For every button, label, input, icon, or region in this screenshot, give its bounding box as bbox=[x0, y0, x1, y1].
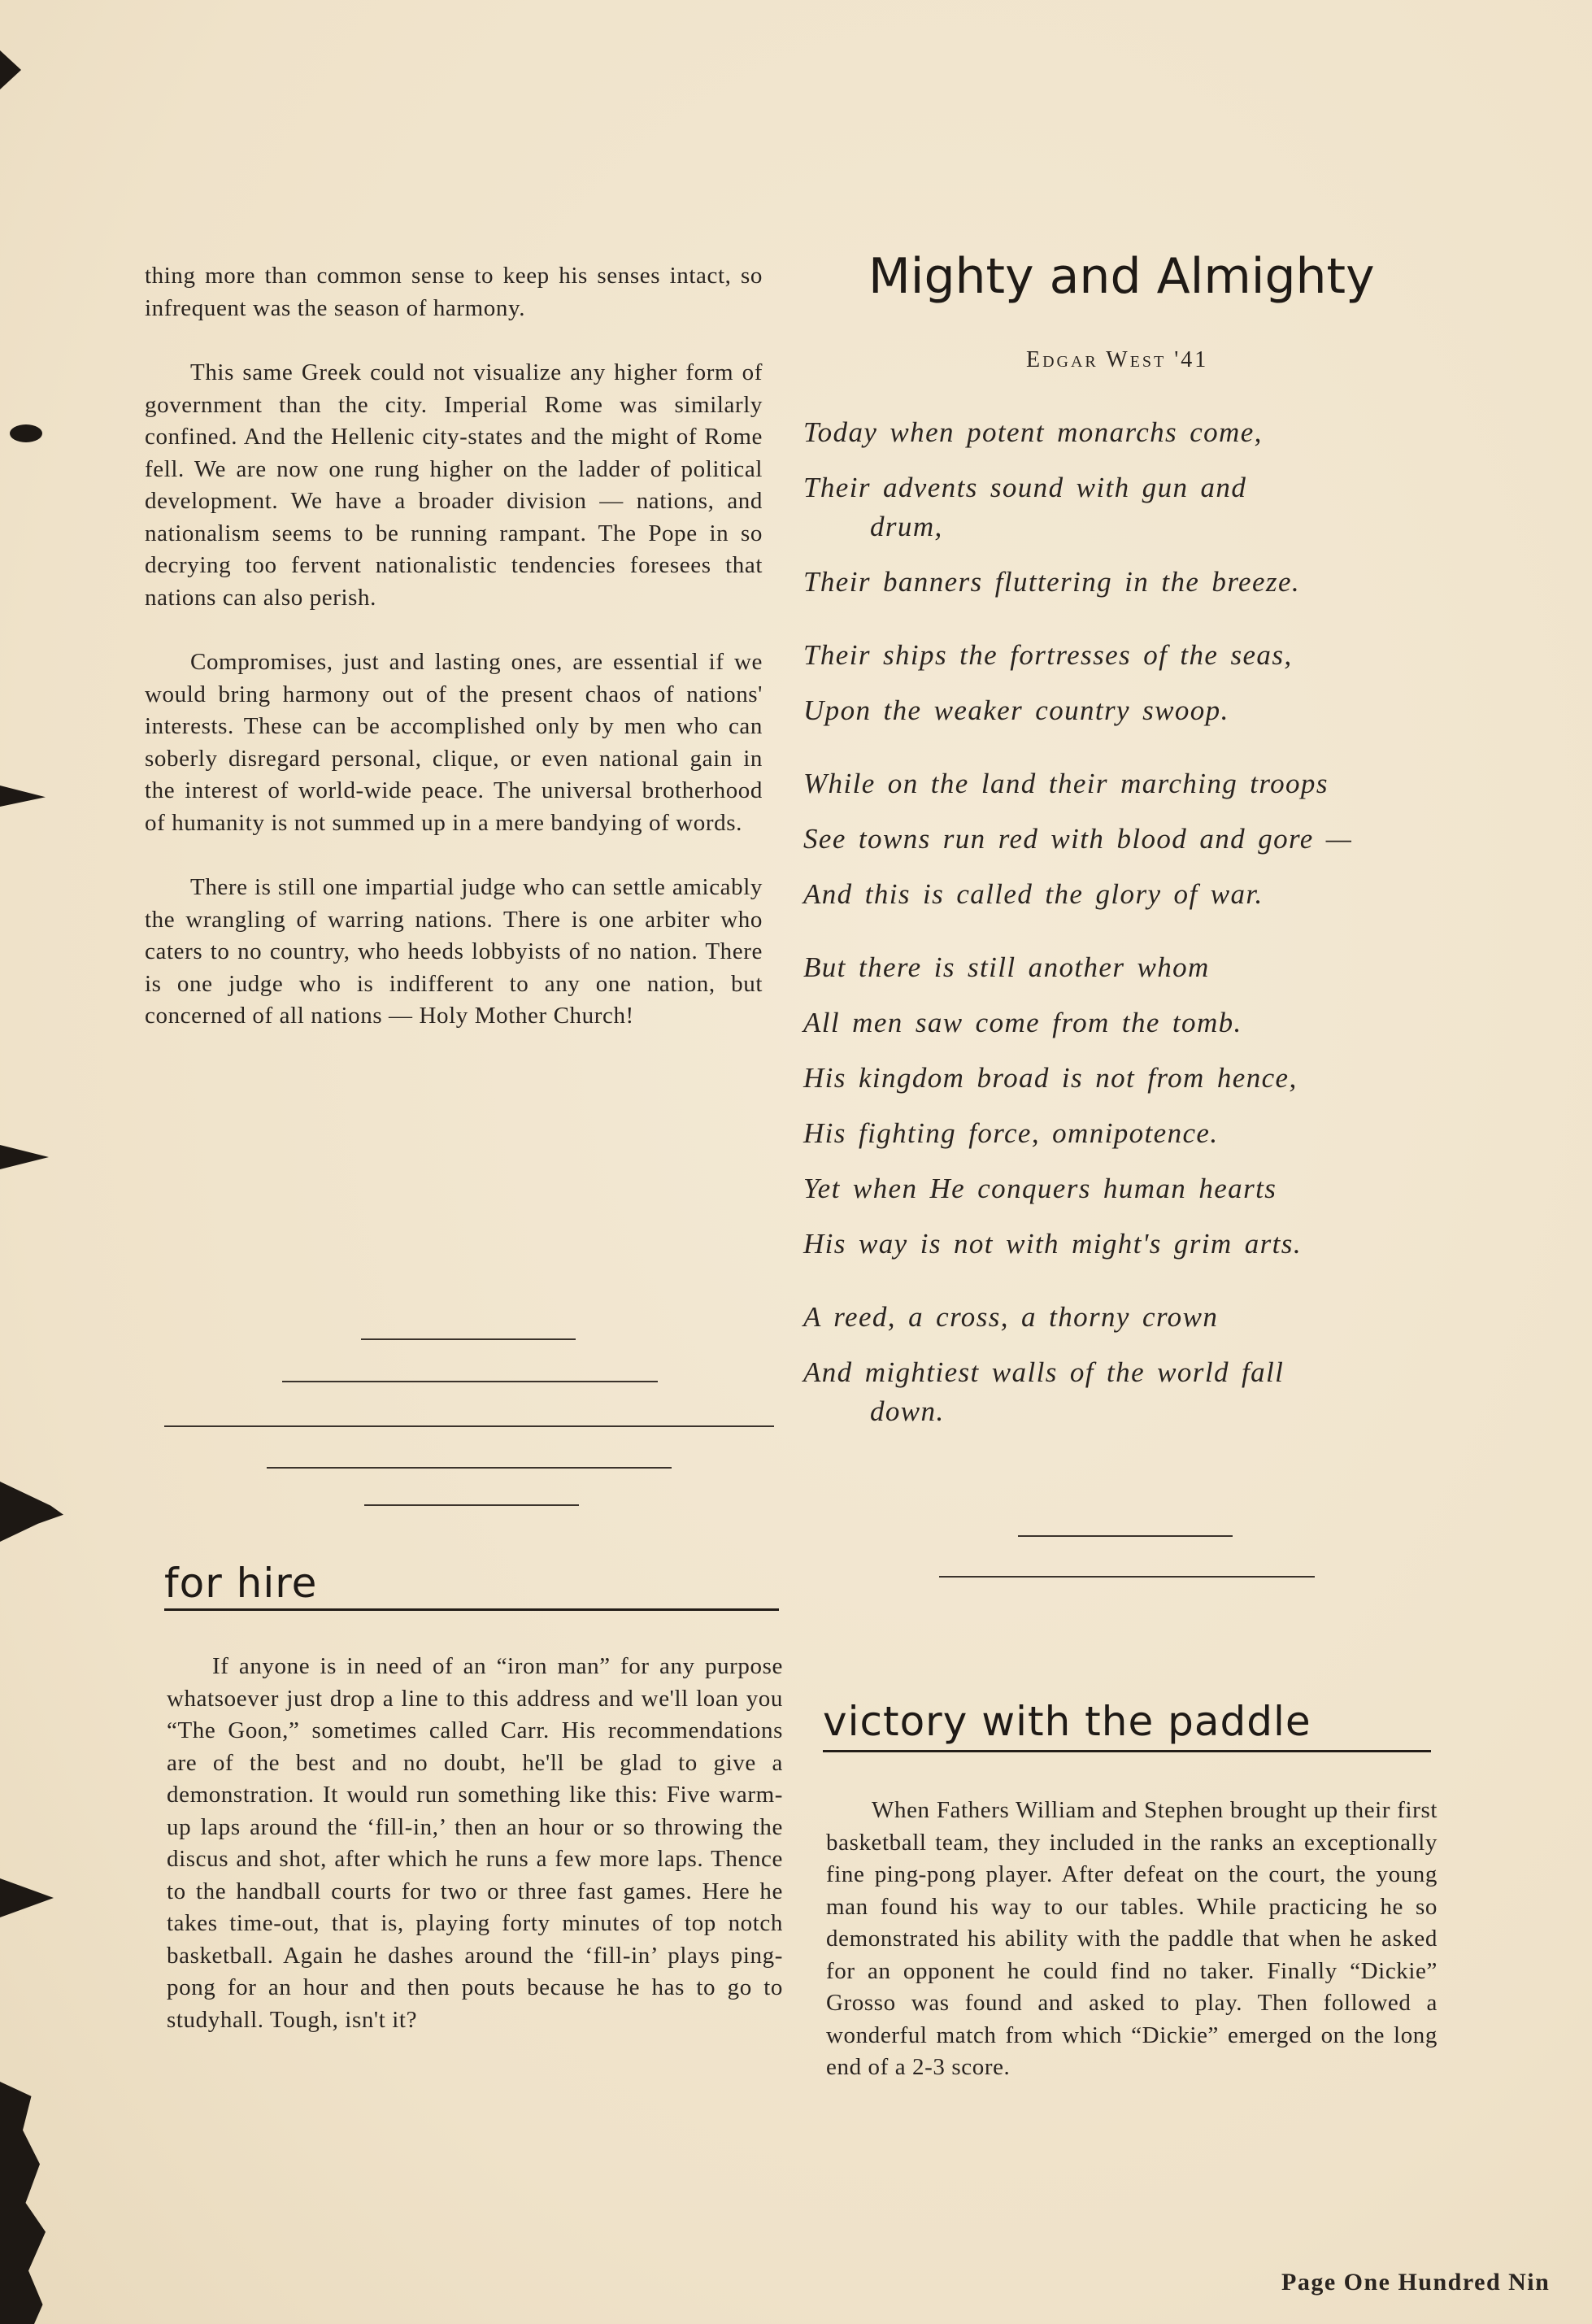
poem-line bbox=[803, 413, 1429, 452]
poem-line-text: Their ships the fortresses of the seas, bbox=[803, 639, 1293, 671]
separator-rule bbox=[1018, 1535, 1233, 1537]
poem-line-text: Today when potent monarchs come, bbox=[803, 416, 1263, 448]
poem-line bbox=[803, 1169, 1429, 1208]
poem-line bbox=[803, 948, 1429, 987]
binding-hole-mark bbox=[10, 424, 42, 442]
poem-stanza bbox=[803, 1298, 1429, 1431]
poem-stanza bbox=[803, 413, 1429, 602]
paddle-title: victory with the paddle bbox=[823, 1698, 1311, 1745]
poem-stanza bbox=[803, 636, 1429, 730]
poem-body bbox=[803, 413, 1429, 1465]
poem-line-text: A reed, a cross, a thorny crown bbox=[803, 1301, 1219, 1333]
left-column-article bbox=[145, 260, 763, 1065]
paddle-title-underline bbox=[823, 1750, 1431, 1752]
poem-line-text: Their banners fluttering in the breeze. bbox=[803, 566, 1301, 598]
poem-stanza bbox=[803, 948, 1429, 1264]
poem-line bbox=[803, 1353, 1429, 1431]
paddle-article bbox=[826, 1795, 1438, 2117]
poem-line bbox=[803, 1298, 1429, 1337]
poem-line bbox=[803, 1003, 1429, 1042]
article-paragraph: thing more than common sense to keep his senses intact, so infrequent was the season of harmony. bbox=[145, 263, 763, 321]
poem-line-text: Their advents sound with gun and bbox=[803, 472, 1247, 503]
poem-line bbox=[803, 875, 1429, 914]
article-paragraph: This same Greek could not visualize any higher form of government than the city. Imperial Rome was similarly confined. And the Hellenic city-states and the might of Rome fell. We are now one rung higher on the ladder of political development. We have a broader division — nations, and nationalism seems to be running rampant. The Pope in so decrying too fervent nationalistic tendencies foresees that nations can also perish. bbox=[145, 359, 763, 611]
separator-rule bbox=[164, 1425, 774, 1427]
poem-line bbox=[803, 820, 1429, 859]
poem-stanza bbox=[803, 764, 1429, 914]
separator-rule bbox=[364, 1504, 579, 1506]
separator-rule bbox=[361, 1338, 576, 1340]
poem-title: Mighty and Almighty bbox=[868, 248, 1375, 305]
for-hire-title-underline bbox=[164, 1608, 779, 1611]
article-paragraph: When Fathers William and Stephen brought up their first basketball team, they included in the ranks an exceptionally fine ping-pong player. After defeat on the court, the young man found his way to our tables. While practicing he so demonstrated his ability with the paddle that when he asked for an opponent he could find no taker. Finally “Dickie” Grosso was found and asked to play. Then followed a wonderful match from which “Dickie” emerged on the long end of a 2-3 score. bbox=[826, 1797, 1438, 2080]
separator-rule bbox=[267, 1467, 672, 1469]
poem-line bbox=[803, 468, 1429, 546]
poem-line-text: See towns run red with blood and gore — bbox=[803, 823, 1353, 855]
poem-line-text: While on the land their marching troops bbox=[803, 768, 1329, 799]
page-number: Page One Hundred Nin bbox=[1281, 2269, 1551, 2296]
poem-line-text: His fighting force, omnipotence. bbox=[803, 1117, 1219, 1149]
article-paragraph: There is still one impartial judge who can settle amicably the wrangling of warring nations. There is one arbiter who caters to no country, who heeds lobbyists of no nation. There is one judge who is indifferent to any one nation, but concerned of all nations — Holy Mother Church! bbox=[145, 874, 763, 1029]
poem-line-text: His way is not with might's grim arts. bbox=[803, 1228, 1302, 1260]
separator-rule bbox=[939, 1576, 1315, 1578]
poem-line bbox=[803, 563, 1429, 602]
poem-line-text: All men saw come from the tomb. bbox=[803, 1007, 1242, 1038]
poem-line-text: But there is still another whom bbox=[803, 951, 1210, 983]
article-paragraph: Compromises, just and lasting ones, are essential if we would bring harmony out of the present chaos of nations' interests. These can be accomplished only by men who can soberly disregard personal, clique, or even national gain in the interest of world-wide peace. The universal brotherhood of humanity is not summed up in a mere bandying of words. bbox=[145, 649, 763, 836]
poem-line-text: Yet when He conquers human hearts bbox=[803, 1173, 1277, 1204]
poem-line bbox=[803, 636, 1429, 675]
poem-line bbox=[803, 1059, 1429, 1098]
poem-line-text: And mightiest walls of the world fall bbox=[803, 1356, 1285, 1388]
poem-line-continuation: down. bbox=[870, 1395, 945, 1427]
poem-line-continuation: drum, bbox=[870, 511, 943, 542]
poem-line-text: His kingdom broad is not from hence, bbox=[803, 1062, 1298, 1094]
poem-line bbox=[803, 1114, 1429, 1153]
for-hire-article bbox=[167, 1651, 783, 2069]
article-paragraph: If anyone is in need of an “iron man” for any purpose whatsoever just drop a line to this address and we'll loan you “The Goon,” sometimes called Carr. His recommendations are of the best and no doubt, he'll be glad to give a demonstration. It would run something like this: Five warm-up laps around the ‘fill-in,’ then an hour or so throwing the discus and shot, after which he runs a few more laps. Thence to the handball courts for two or three fast games. Here he takes time-out, that is, playing forty minutes of top notch basketball. Again he dashes around the ‘fill-in’ plays ping-pong for an hour and then pouts because he has to go to studyhall. Tough, isn't it? bbox=[167, 1653, 783, 2033]
for-hire-title: for hire bbox=[164, 1560, 318, 1607]
poem-line bbox=[803, 1225, 1429, 1264]
poem-line bbox=[803, 764, 1429, 803]
poem-line bbox=[803, 691, 1429, 730]
poem-line-text: Upon the weaker country swoop. bbox=[803, 694, 1229, 726]
poem-author: Edgar West '41 bbox=[1026, 347, 1209, 372]
poem-line-text: And this is called the glory of war. bbox=[803, 878, 1264, 910]
separator-rule bbox=[282, 1381, 658, 1382]
